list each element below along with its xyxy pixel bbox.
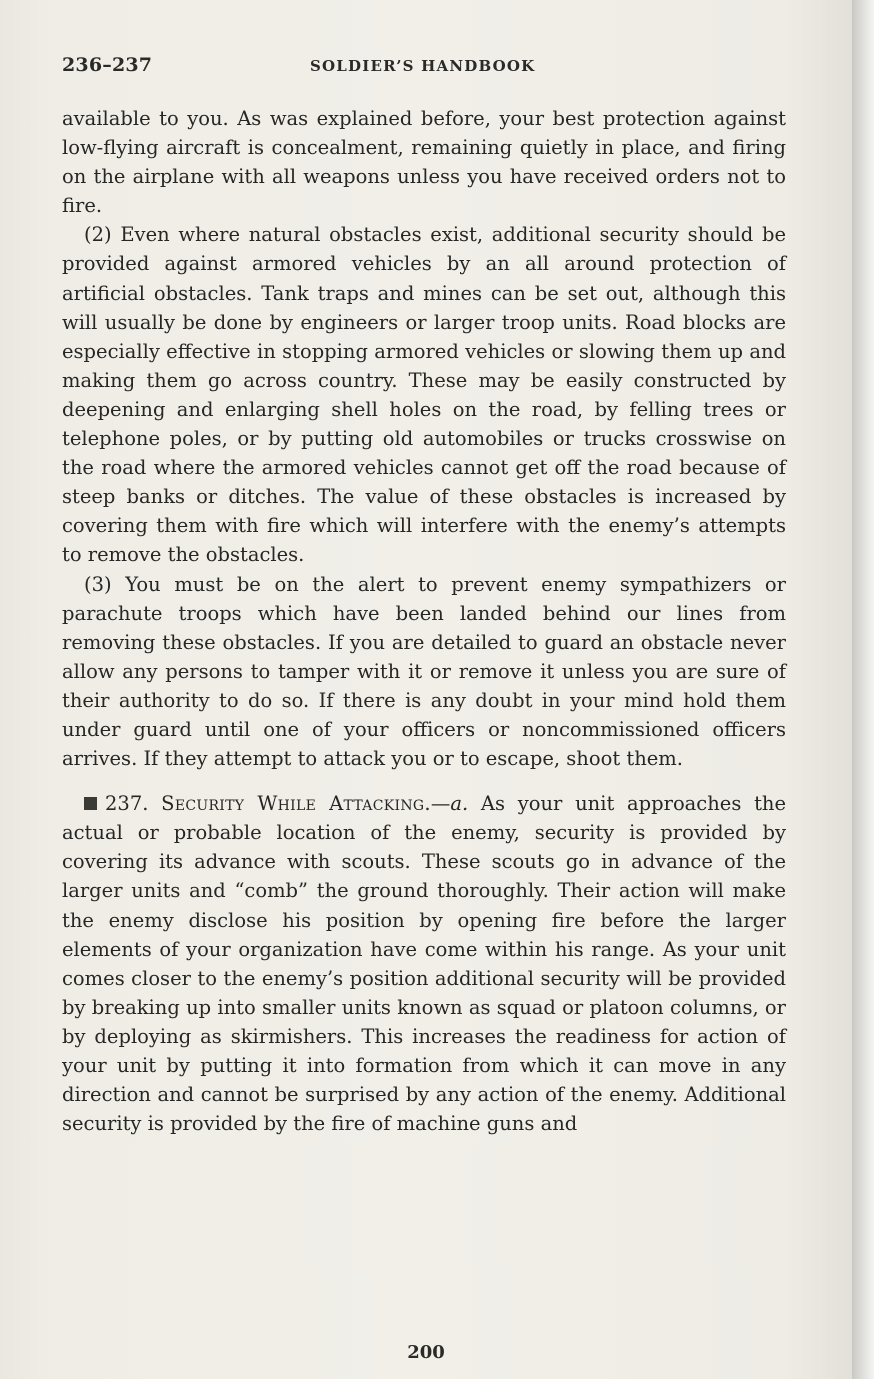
subsection-label: a. [450, 792, 469, 816]
section-text: As your unit approaches the actual or probable location of the enemy, security is provided by covering its advance with scouts. These scouts go in advance of the larger units and “comb” the ground thoroughly. Their action will make the enemy disclose his position by opening fire before the larger elements of your organization have come within his range. As your unit comes closer to the enemy’s position additional security will be provided by breaking up into smaller units known as squad or platoon columns, or by deploying as skirmishers. This increases the readiness for action of your unit by putting it into formation from which it can move in any direction and cannot be surprised by any action of the enemy. Additional security is provided by the fire of machine guns and [62, 792, 786, 1136]
running-head [62, 50, 786, 80]
paragraph-2: (2) Even where natural obstacles exist, additional security should be provided against armored vehicles by an all around protection of artificial obstacles. Tank traps and mines can be set out, although this will usually be done by engineers or larger troop units. Road blocks are especially effective in stopping armored vehicles or slowing them up and making them go across country. These may be easily constructed by deepening and enlarging shell holes on the road, by felling trees or telephone poles, or by putting old automobiles or trucks crosswise on the road where the armored vehicles cannot get off the road because of steep banks or ditches. The value of these obstacles is increased by covering them with fire which will interfere with the enemy’s attempts to remove the obstacles. [62, 223, 786, 567]
section-237 [62, 789, 786, 1138]
section-marker-icon [84, 797, 97, 810]
page-number: 200 [407, 1342, 445, 1363]
section-number: 237. [105, 792, 149, 816]
paragraph-3: (3) You must be on the alert to prevent enemy sympathizers or parachute troops which have been landed behind our lines from removing these obstacles. If you are detailed to guard an obstacle never allow any persons to tamper with it or remove it unless you are sure of their authority to do so. If there is any doubt in your mind hold them under guard until one of your officers or noncommissioned officers arrives. If they attempt to attack you or to escape, shoot them. [62, 572, 786, 771]
section-title: Security While Attacking. [161, 792, 431, 816]
book-title: SOLDIER’S HANDBOOK [310, 57, 536, 75]
body-text [62, 104, 786, 1138]
page-range: 236–237 [62, 54, 153, 76]
page-edge [852, 0, 874, 1379]
paragraph-continuation: available to you. As was explained before, your best protection against low-flying aircraft is concealment, remaining quietly in place, and firing on the airplane with all weapons unless you have received orders not to fire. [62, 107, 786, 218]
section-dash: — [430, 792, 451, 816]
